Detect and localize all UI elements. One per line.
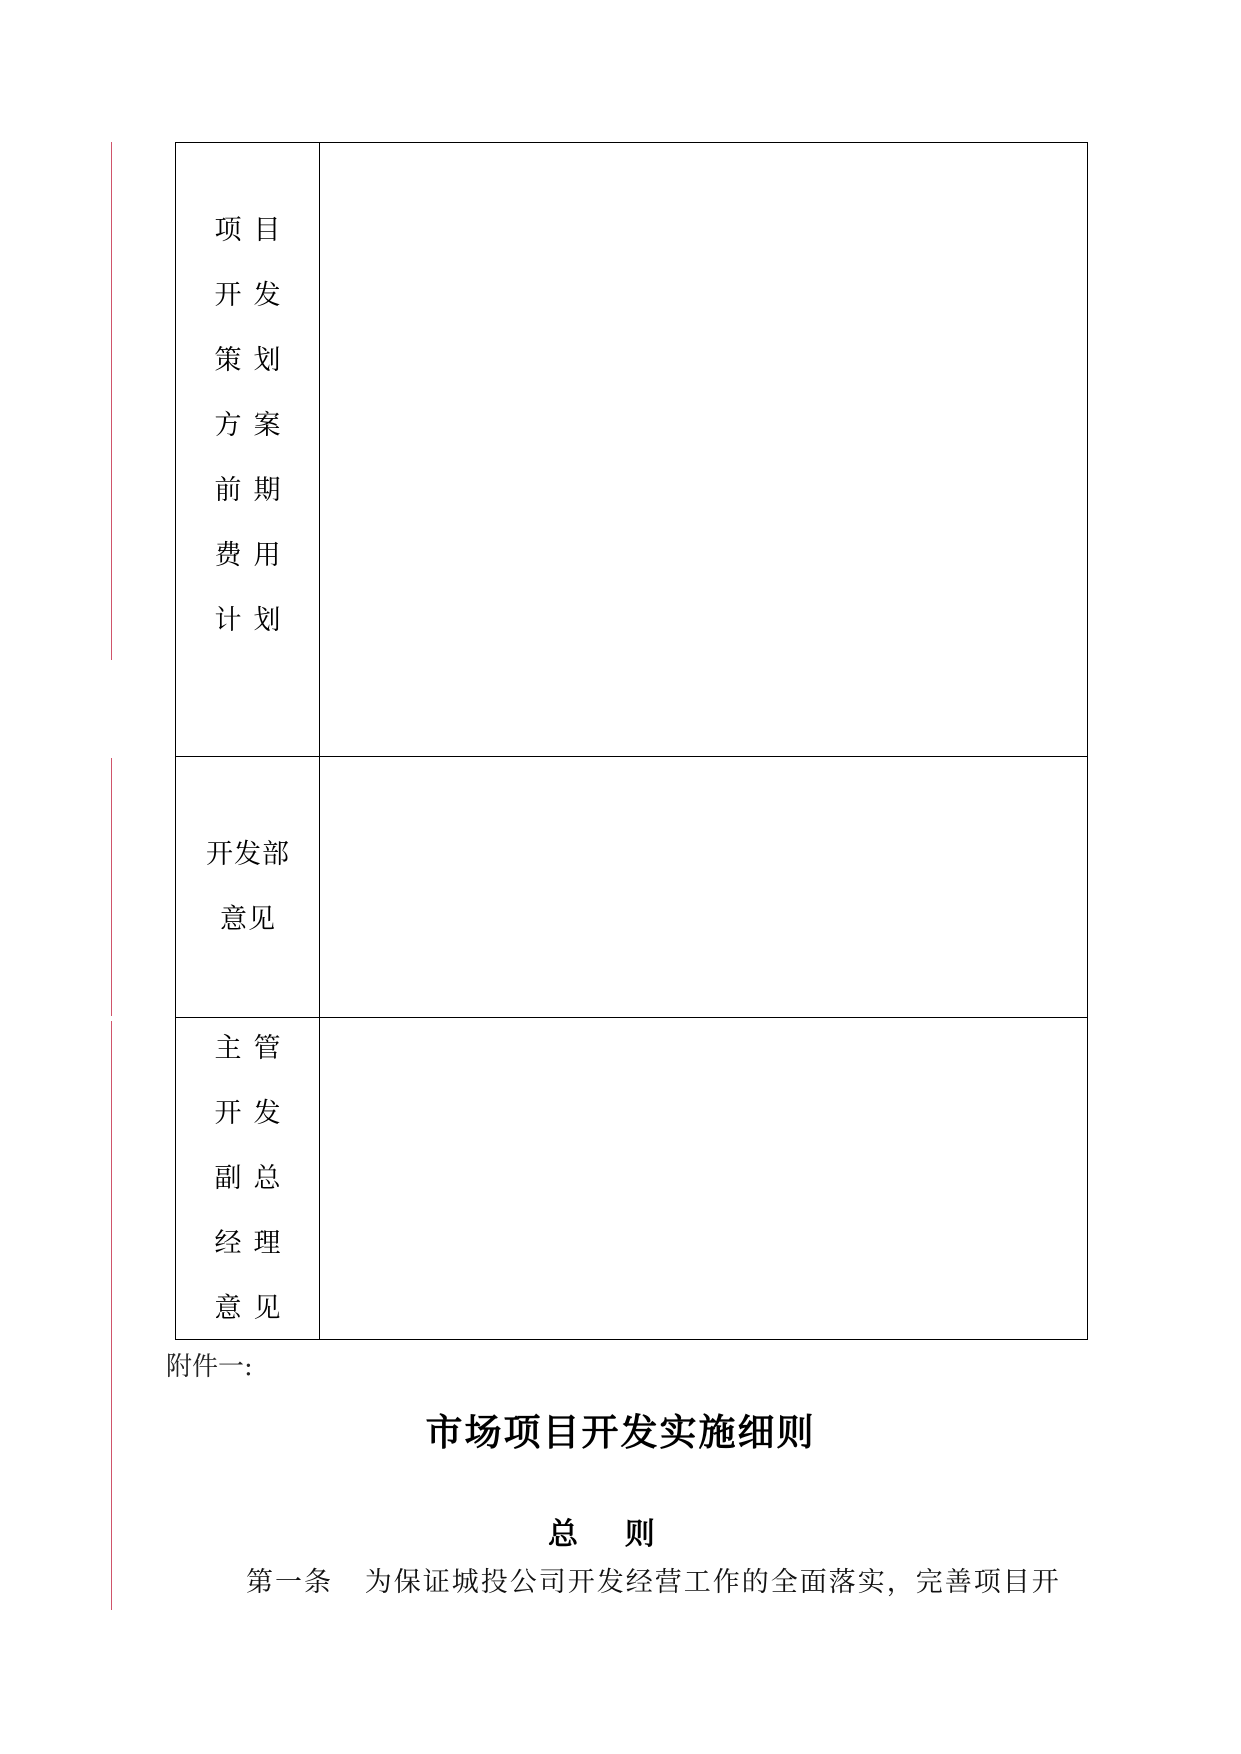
approval-form-table <box>175 142 1088 1340</box>
label-line: 项目 <box>214 215 293 246</box>
label-line: 开发 <box>214 280 293 311</box>
label-line: 方案 <box>214 410 293 441</box>
form-row-content[interactable] <box>320 1018 1088 1340</box>
document-title: 市场项目开发实施细则 <box>425 1410 816 1454</box>
attachment-label: 附件一: <box>166 1352 253 1382</box>
form-row-label <box>176 1018 320 1340</box>
label-stack <box>176 841 319 933</box>
label-line: 经理 <box>214 1228 293 1259</box>
label-stack <box>176 217 319 682</box>
form-row-dev-dept-opinion <box>176 757 1088 1018</box>
label-line: 意见 <box>220 904 276 935</box>
form-row-content[interactable] <box>320 757 1088 1018</box>
form-row-label <box>176 143 320 757</box>
article-paragraph: 第一条 为保证城投公司开发经营工作的全面落实，完善项目开 <box>246 1567 1061 1598</box>
form-row-content[interactable] <box>320 143 1088 757</box>
label-line: 开发 <box>214 1098 293 1129</box>
label-line: 副总 <box>214 1163 293 1194</box>
section-heading: 总 则 <box>548 1517 656 1552</box>
label-line: 策划 <box>214 345 293 376</box>
label-line: 费用 <box>214 540 293 571</box>
label-stack <box>176 1035 319 1322</box>
margin-rule-middle <box>111 758 112 1016</box>
margin-rule-bottom <box>111 1021 112 1610</box>
form-row-label <box>176 757 320 1018</box>
form-row-plan <box>176 143 1088 757</box>
label-line: 计划 <box>214 605 293 636</box>
label-line: 主管 <box>214 1033 293 1064</box>
margin-rule-top <box>111 142 112 660</box>
form-row-vp-opinion <box>176 1018 1088 1340</box>
label-line: 意见 <box>214 1293 293 1324</box>
label-line: 前期 <box>214 475 293 506</box>
label-line: 开发部 <box>206 839 290 870</box>
